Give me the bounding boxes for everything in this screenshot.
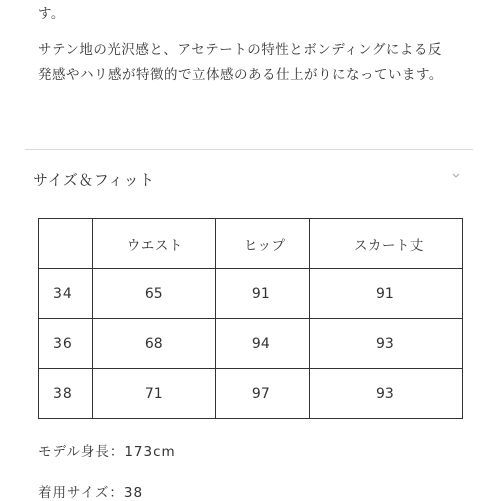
- table-cell-hip: 97: [215, 369, 309, 419]
- table-cell-hip: 94: [215, 319, 309, 369]
- table-cell-skirt-length: 93: [309, 319, 462, 369]
- table-cell-hip: 91: [215, 269, 309, 319]
- table-cell-skirt-length: 93: [309, 369, 462, 419]
- table-cell-size: 36: [39, 319, 93, 369]
- description-text: す。: [38, 6, 65, 22]
- model-wearing-size: 着用サイズ：38: [38, 485, 144, 501]
- chevron-down-icon[interactable]: [449, 169, 463, 183]
- table-header-row: [39, 219, 463, 269]
- table-row: [39, 269, 463, 319]
- table-header-waist: ウエスト: [92, 219, 215, 269]
- description-first-line: [38, 2, 478, 27]
- table-header-hip: ヒップ: [215, 219, 309, 269]
- product-description: [38, 38, 478, 88]
- table-cell-waist: 65: [92, 269, 215, 319]
- table-cell-waist: 71: [92, 369, 215, 419]
- table-cell-size: 38: [39, 369, 93, 419]
- table-cell-size: 34: [39, 269, 93, 319]
- table-header-skirt-length: スカート丈: [309, 219, 462, 269]
- description-line: サテン地の光沢感と、アセテートの特性とボンディングによる反: [38, 42, 442, 58]
- table-row: [39, 369, 463, 419]
- description-line: 発感やハリ感が特徴的で立体感のある仕上がりになっています。: [38, 67, 443, 83]
- table-cell-waist: 68: [92, 319, 215, 369]
- table-cell-skirt-length: 91: [309, 269, 462, 319]
- size-fit-accordion-header[interactable]: [25, 165, 473, 195]
- section-divider: [25, 149, 473, 150]
- model-height: モデル身長：173cm: [38, 444, 176, 460]
- table-header-cell: [39, 219, 93, 269]
- size-fit-title: サイズ＆フィット: [33, 171, 155, 189]
- size-table: [38, 218, 463, 419]
- table-row: [39, 319, 463, 369]
